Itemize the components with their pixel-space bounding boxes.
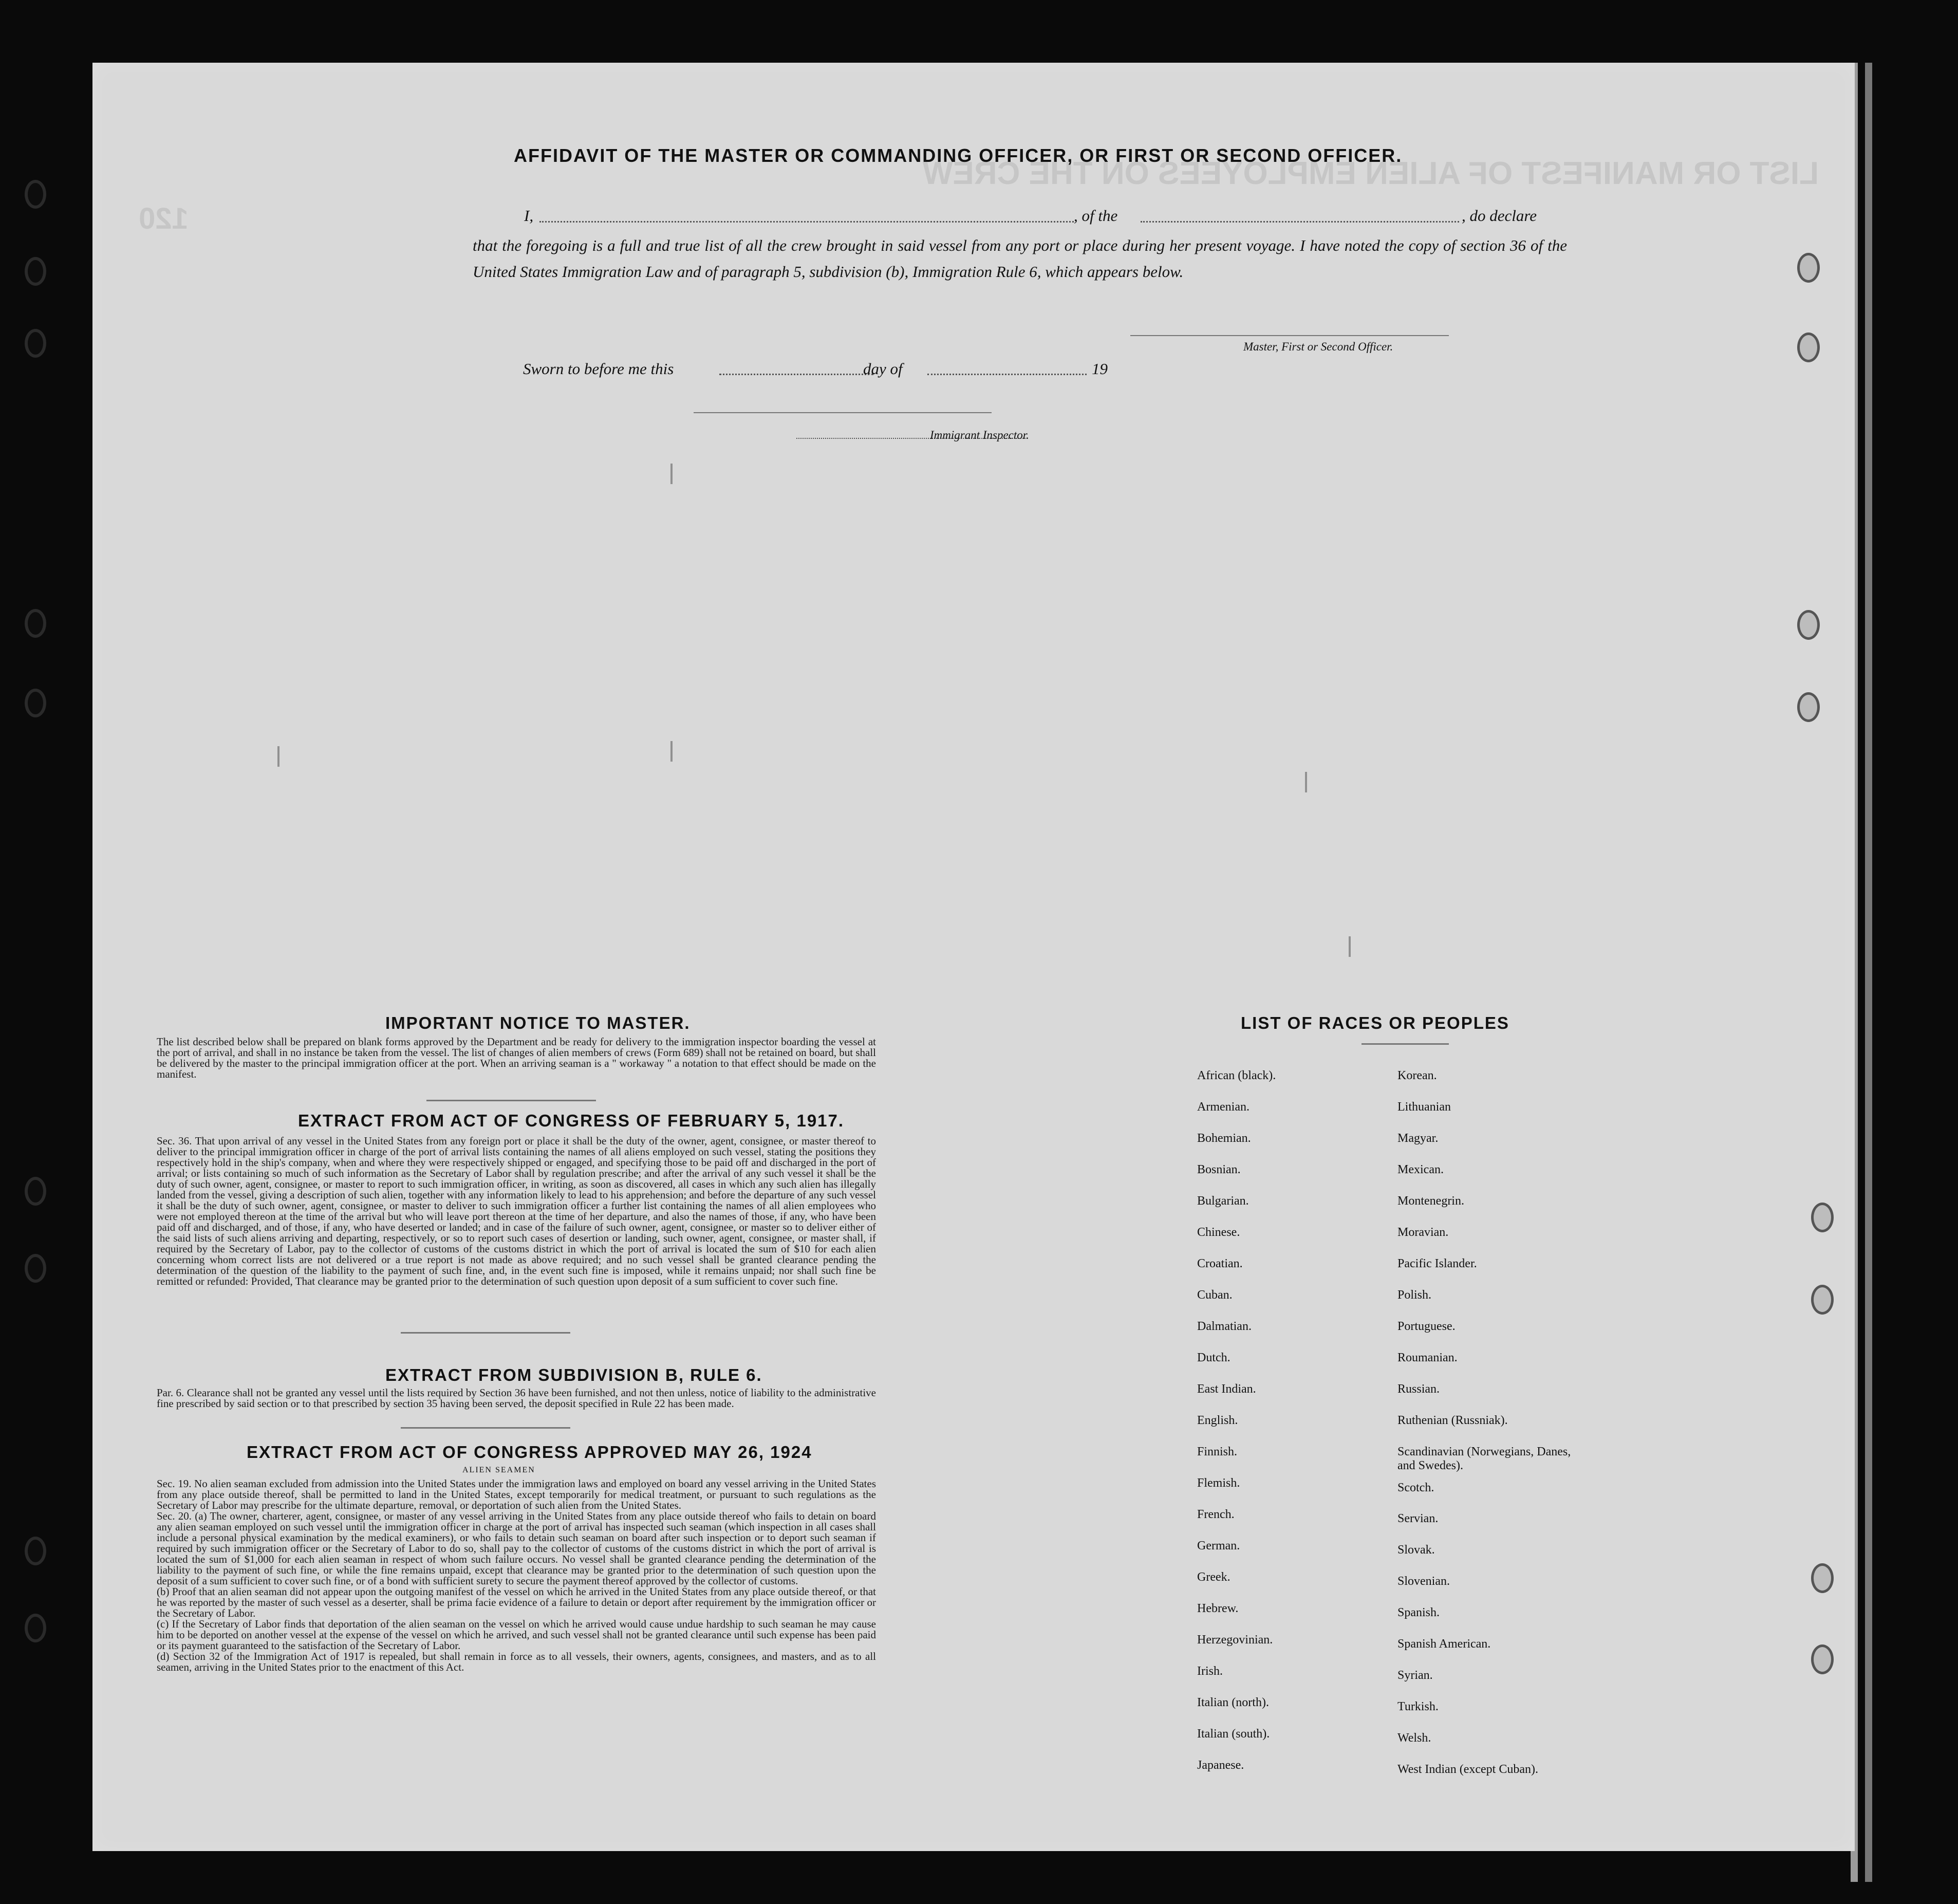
ring-hole-icon bbox=[1811, 1203, 1834, 1232]
race-left: Herzegovinian. bbox=[1197, 1633, 1273, 1647]
race-right: Ruthenian (Russniak). bbox=[1397, 1414, 1508, 1427]
race-left: Armenian. bbox=[1197, 1100, 1250, 1114]
binder-hole-icon bbox=[25, 1254, 46, 1283]
race-right: Lithuanian bbox=[1397, 1100, 1451, 1114]
binder-hole-icon bbox=[25, 1177, 46, 1206]
extract-1917-title: EXTRACT FROM ACT OF CONGRESS OF FEBRUARY 5, 1917. bbox=[298, 1111, 845, 1130]
inspector-signature-line[interactable] bbox=[694, 412, 992, 413]
race-left: Dutch. bbox=[1197, 1351, 1230, 1364]
sworn-day-blank[interactable] bbox=[719, 374, 873, 375]
notice-text: The list described below shall be prepared on blank forms approved by the Department and be ready for delivery to the immigration inspector boarding the vessel at the port of arrival, and shall in no instance be taken from the vessel. The list of changes of alien members of crews (Form 689) shall not be retained on board, but shall be delivered by the master to the principal immigration officer at the port. When an arriving seaman is a " workaway " a notation to that effect should be made on the manifest. bbox=[157, 1036, 876, 1080]
extract-1924-subtitle: ALIEN SEAMEN bbox=[462, 1466, 535, 1474]
race-left: English. bbox=[1197, 1414, 1238, 1427]
binder-hole-icon bbox=[25, 1614, 46, 1642]
affidavit-line1-declare: , do declare bbox=[1462, 207, 1537, 225]
race-left: Dalmatian. bbox=[1197, 1320, 1252, 1333]
bleed-through-title: LIST OR MANIFEST OF ALIEN EMPLOYEES ON THE CREW bbox=[922, 156, 1819, 191]
affidavit-vessel-blank[interactable] bbox=[1141, 221, 1459, 223]
binder-hole-icon bbox=[25, 257, 46, 286]
race-right: Welsh. bbox=[1397, 1731, 1431, 1745]
affidavit-name-blank[interactable] bbox=[539, 221, 1074, 223]
race-left: Hebrew. bbox=[1197, 1602, 1239, 1615]
race-left: Cuban. bbox=[1197, 1288, 1233, 1302]
ring-hole-icon bbox=[1797, 610, 1820, 640]
ring-hole-icon bbox=[1811, 1563, 1834, 1593]
race-right: Montenegrin. bbox=[1397, 1194, 1464, 1208]
affidavit-line1-of-the: , of the bbox=[1074, 207, 1118, 225]
race-right: Scandinavian (Norwegians, Danes, and Swedes). bbox=[1397, 1445, 1571, 1472]
bleed-mark bbox=[670, 464, 673, 484]
race-right: Servian. bbox=[1397, 1512, 1439, 1525]
ring-hole-icon bbox=[1797, 692, 1820, 722]
affidavit-title: AFFIDAVIT OF THE MASTER OR COMMANDING OFFICER, OR FIRST OR SECOND OFFICER. bbox=[514, 145, 1403, 166]
bleed-mark bbox=[1305, 772, 1307, 792]
races-divider bbox=[1362, 1043, 1449, 1045]
race-left: German. bbox=[1197, 1539, 1240, 1552]
binder-hole-icon bbox=[25, 180, 46, 209]
ring-hole-icon bbox=[1811, 1285, 1834, 1315]
sworn-month-blank[interactable] bbox=[927, 374, 1087, 375]
extract-1917-text: Sec. 36. That upon arrival of any vessel in the United States from any foreign port or place it shall be the duty of the owner, agent, consignee, or master thereof to deliver to the principal immigration officer in charge of the port of arrival lists containing the names of all aliens employed on such vessel, stating the positions they respectively hold in the ship's company, when and where they were respectively shipped or engaged, and specifying those to be paid off and discharged in the port of arrival; or lists containing so much of such information as the Secretary of Labor shall by regulation prescribe; and after the arrival of any such vessel it shall be the duty of such owner, agent, consignee, or master to report to such immigration officer, in writing, as soon as discovered, all cases in which any such alien has illegally landed from the vessel, giving a description of such alien, together with any information likely to lead to his apprehension; and before the departure of any such vessel it shall be the duty of such owner, agent, consignee, or master to deliver to such immigration officer a further list containing the names of all alien employees who were not employed thereon at the time of the arrival but who will leave port thereon at the time of her departure, and also the names of those, if any, who have been paid off and discharged, and of those, if any, who have deserted or landed; and in case of the failure of such owner, agent, consignee, or master so to deliver either of the said lists of such aliens arriving and departing, respectively, or so to report such cases of desertion or landing, such owner, agent, consignee, or master shall, if required by the Secretary of Labor, pay to the collector of customs of the customs district in which the port of arrival is located the sum of $10 for each alien concerning whom correct lists are not delivered or a true report is not made as above required; and no such vessel shall be granted clearance pending the determination of the question of the liability to the payment of such fine, and, in the event such fine is imposed, while it remains unpaid; nor shall such fine be remitted or refunded: Provided, That clearance may be granted prior to the determination of such question upon deposit of a sum sufficient to cover such fine. bbox=[157, 1135, 876, 1287]
race-left: Greek. bbox=[1197, 1570, 1230, 1584]
extract-rule6-divider bbox=[401, 1427, 570, 1429]
race-right: Moravian. bbox=[1397, 1226, 1449, 1239]
race-right: Slovak. bbox=[1397, 1543, 1435, 1557]
race-left: Bosnian. bbox=[1197, 1163, 1241, 1176]
race-right: Korean. bbox=[1397, 1069, 1437, 1082]
inspector-label: Immigrant Inspector. bbox=[930, 429, 1029, 441]
ring-hole-icon bbox=[1811, 1644, 1834, 1674]
affidavit-line1-i: I, bbox=[524, 207, 534, 225]
sworn-day-of: day of bbox=[863, 360, 903, 378]
document-page bbox=[92, 63, 1855, 1851]
extract-1924-title: EXTRACT FROM ACT OF CONGRESS APPROVED MAY 26, 1924 bbox=[247, 1443, 812, 1462]
race-left: African (black). bbox=[1197, 1069, 1276, 1082]
bleed-through-page-number: 120 bbox=[139, 202, 189, 235]
bleed-mark bbox=[1349, 936, 1351, 957]
race-left: Croatian. bbox=[1197, 1257, 1243, 1270]
race-left: French. bbox=[1197, 1508, 1235, 1521]
extract-rule6-title: EXTRACT FROM SUBDIVISION B, RULE 6. bbox=[385, 1365, 762, 1384]
race-left: Bulgarian. bbox=[1197, 1194, 1249, 1208]
races-title: LIST OF RACES OR PEOPLES bbox=[1241, 1013, 1509, 1032]
race-left: Finnish. bbox=[1197, 1445, 1238, 1458]
race-right: Russian. bbox=[1397, 1382, 1440, 1396]
race-right: Spanish. bbox=[1397, 1606, 1440, 1619]
ring-hole-icon bbox=[1797, 332, 1820, 362]
race-right: Syrian. bbox=[1397, 1669, 1433, 1682]
race-right: Scotch. bbox=[1397, 1481, 1434, 1494]
master-signature-line[interactable] bbox=[1130, 335, 1449, 336]
extract-1924-text: Sec. 19. No alien seaman excluded from admission into the United States under the immigration laws and employed on board any vessel arriving in the United States from any place outside thereof, shall be permitted to land in the United States, except temporarily for medical treatment, or pursuant to such regulations as the Secretary of Labor may prescribe for the ultimate departure, removal, or deportation of such alien from the United States. Sec. 20. (a) The owner, charterer, agent, consignee, or master of any vessel arriving in the United States from any place outside thereof who fails to detain on board any alien seaman employed on such vessel until the immigration officer in charge at the port of arrival has inspected such seaman (which inspection in all cases shall include a personal physical examination by the medical examiners), or who fails to detain such seaman on board after such inspection or to deport such seaman if required by such immigration officer or the Secretary of Labor to do so, shall pay to the collector of customs of the customs district in which the port of arrival is located the sum of $1,000 for each alien seaman in respect of whom such failure occurs. No vessel shall be granted clearance pending the determination of the liability to the payment of such fine, or while the fine remains unpaid, except that clearance may be granted prior to the determination of such question upon the deposit of a sum sufficient to cover such fine, or of a bond with sufficient surety to secure the payment thereof approved by the collector of customs. (b) Proof that an alien seaman did not appear upon the outgoing manifest of the vessel on which he arrived in the United States from any place outside thereof, or that he was reported by the master of such vessel as a deserter, shall be prima facie evidence of a failure to detain or deport after requirement by the immigration officer or the Secretary of Labor. (c) If the Secretary of Labor finds that deportation of the alien seaman on the vessel on which he arrived would cause undue hardship to such seaman he may cause him to be deported on another vessel at the expense of the vessel on which he arrived, and such vessel shall not be granted clearance until such expense has been paid or its payment guaranteed to the satisfaction of the Secretary of Labor. (d) Section 32 of the Immigration Act of 1917 is repealed, but shall remain in force as to all vessels, their owners, agents, consignees, and masters, and as to all seamen, arriving in the United States prior to the enactment of this Act. bbox=[157, 1477, 876, 1673]
race-right: Pacific Islander. bbox=[1397, 1257, 1477, 1270]
race-right: Polish. bbox=[1397, 1288, 1432, 1302]
race-left: Flemish. bbox=[1197, 1476, 1240, 1490]
race-left: Italian (south). bbox=[1197, 1727, 1270, 1741]
extract-rule6-text: Par. 6. Clearance shall not be granted any vessel until the lists required by Section 36 have been furnished, and not then unless, notice of liability to the administrative fine prescribed by said section or to that prescribed by section 35 having been served, the deposit specified in Rule 22 has been made. bbox=[157, 1387, 876, 1410]
notice-divider bbox=[426, 1100, 596, 1101]
race-left: East Indian. bbox=[1197, 1382, 1256, 1396]
race-left: Bohemian. bbox=[1197, 1132, 1251, 1145]
race-left: Irish. bbox=[1197, 1665, 1223, 1678]
master-signature-label: Master, First or Second Officer. bbox=[1243, 340, 1393, 353]
race-right: Magyar. bbox=[1397, 1132, 1439, 1145]
sworn-prefix: Sworn to before me this bbox=[523, 360, 674, 378]
race-right: West Indian (except Cuban). bbox=[1397, 1763, 1538, 1776]
ring-hole-icon bbox=[1797, 253, 1820, 283]
race-left: Italian (north). bbox=[1197, 1696, 1269, 1709]
race-right: Mexican. bbox=[1397, 1163, 1444, 1176]
binder-hole-icon bbox=[25, 609, 46, 638]
bleed-mark bbox=[277, 746, 279, 767]
race-right: Slovenian. bbox=[1397, 1575, 1450, 1588]
binder-hole-icon bbox=[25, 1537, 46, 1565]
binder-hole-icon bbox=[25, 329, 46, 358]
race-right: Turkish. bbox=[1397, 1700, 1439, 1713]
binder-hole-icon bbox=[25, 689, 46, 717]
race-left: Chinese. bbox=[1197, 1226, 1240, 1239]
race-right: Roumanian. bbox=[1397, 1351, 1458, 1364]
extract-1917-divider bbox=[401, 1332, 570, 1334]
page-edge-2 bbox=[1865, 63, 1872, 1882]
race-left: Japanese. bbox=[1197, 1759, 1244, 1772]
sworn-year: 19 bbox=[1092, 360, 1108, 378]
notice-title: IMPORTANT NOTICE TO MASTER. bbox=[385, 1013, 691, 1032]
race-right: Spanish American. bbox=[1397, 1637, 1491, 1651]
race-right: Portuguese. bbox=[1397, 1320, 1456, 1333]
affidavit-body: that the foregoing is a full and true list of all the crew brought in said vessel from any port or place during her present voyage. I have noted the copy of section 36 of the United States Immigration Law and of paragraph 5, subdivision (b), Immigration Rule 6, which appears below. bbox=[473, 236, 1567, 281]
bleed-mark bbox=[670, 741, 673, 762]
